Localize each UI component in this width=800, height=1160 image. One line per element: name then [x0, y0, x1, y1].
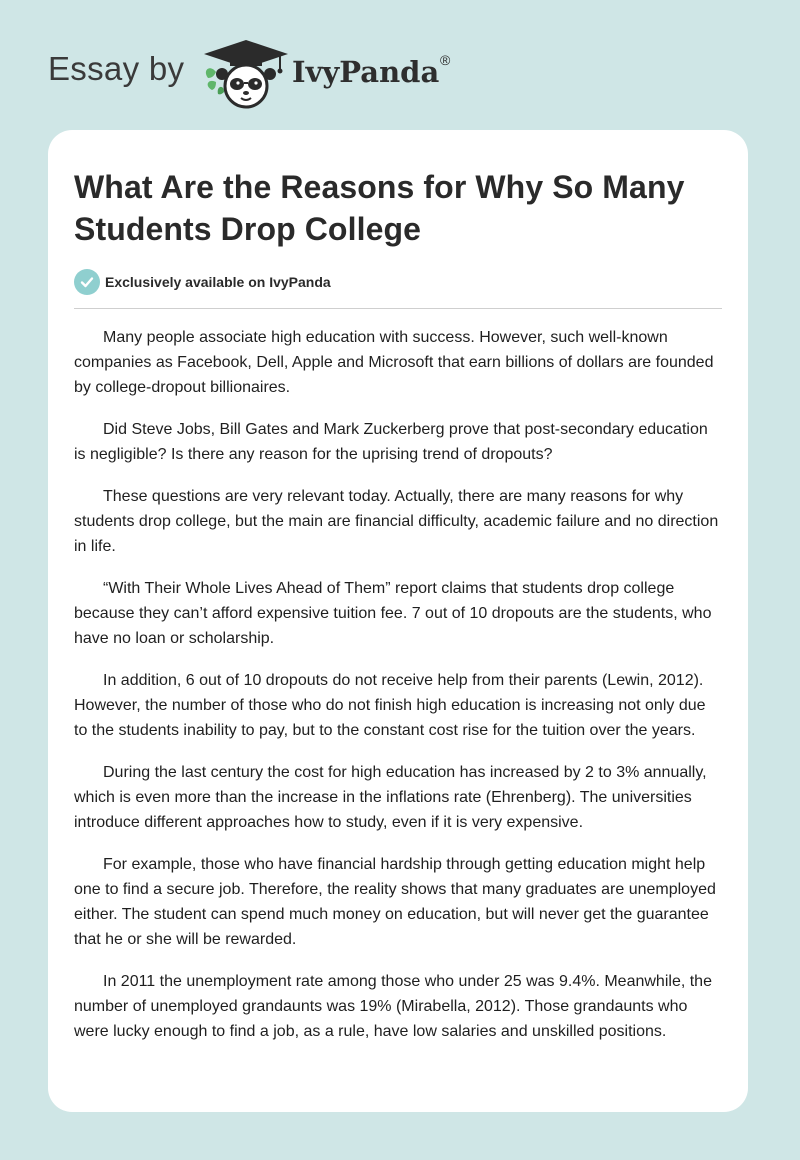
checkmark-icon — [74, 269, 100, 295]
essay-paragraph-3: These questions are very relevant today. Actually, there are many reasons for why students drop college, but the main are financial difficulty, academic failure and no direction in life. — [74, 488, 719, 555]
brand-prefix: Essay by — [48, 50, 185, 87]
registered-mark: ® — [440, 52, 451, 68]
essay-body — [74, 325, 722, 1044]
exclusive-badge — [74, 268, 722, 296]
brand-name[interactable]: IvyPanda — [292, 55, 440, 89]
site-header — [0, 0, 800, 130]
essay-paragraph-2: Did Steve Jobs, Bill Gates and Mark Zuckerberg prove that post-secondary education is negligible? Is there any reason for the uprising trend of dropouts? — [74, 421, 708, 463]
essay-paragraph-8: In 2011 the unemployment rate among those who under 25 was 9.4%. Meanwhile, the number of unemployed grandaunts was 19% (Mirabella, 2012). Those grandaunts who were lucky enough to find a job, as a rule, have low salaries and unskilled positions. — [74, 973, 712, 1040]
essay-card — [48, 130, 748, 1112]
essay-paragraph-1: Many people associate high education with success. However, such well-known companies as Facebook, Dell, Apple and Microsoft that earn billions of dollars are founded by college-dropout billionaires. — [74, 329, 714, 396]
badge-label: Exclusively available on IvyPanda — [105, 274, 331, 290]
essay-paragraph-6: During the last century the cost for high education has increased by 2 to 3% annually, which is even more than the increase in the inflations rate (Ehrenberg). The universities introduce different approaches how to study, even if it is very expensive. — [74, 764, 707, 831]
essay-title: What Are the Reasons for Why So Many Students Drop College — [74, 169, 685, 247]
essay-paragraph-7: For example, those who have financial hardship through getting education might help one to find a secure job. Therefore, the reality shows that many graduates are unemployed either. The student can spend much money on education, but will never get the guarantee that he or she will be rewarded. — [74, 856, 716, 948]
divider — [74, 308, 722, 309]
essay-paragraph-5: In addition, 6 out of 10 dropouts do not receive help from their parents (Lewin, 2012). However, the number of those who do not finish high education is increasing not only due to the students inability to pay, but to the constant cost rise for the tuition over the years. — [74, 672, 706, 739]
panda-graduate-icon[interactable] — [200, 34, 292, 110]
essay-paragraph-4: “With Their Whole Lives Ahead of Them” report claims that students drop college because they can’t afford expensive tuition fee. 7 out of 10 dropouts are the students, who have no loan or scholarship. — [74, 580, 712, 647]
